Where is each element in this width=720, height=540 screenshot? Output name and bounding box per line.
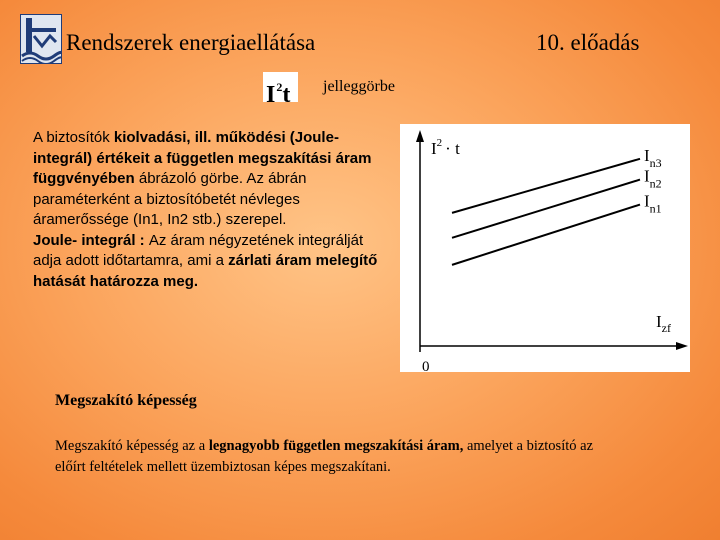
y-axis-label	[431, 137, 460, 158]
series-group	[452, 146, 662, 265]
x-label-sub: zf	[661, 321, 671, 335]
body-p3: Az áram négyzetének integrálját adja adott időtartamra, ami a	[33, 231, 364, 269]
y-axis-arrow	[416, 130, 424, 142]
section-heading: Megszakító képesség	[55, 392, 197, 409]
x-label-base: I	[656, 312, 662, 331]
body-p1-bold-1: kiolvadási, ill. működési (Joule- integrál)	[33, 129, 339, 167]
university-logo-icon	[20, 14, 62, 64]
body-p1-bold-2: értékeit a független megszakítási áram függvényében	[33, 149, 372, 187]
series-label-n2: $I_{n2}$	[644, 166, 662, 191]
header-title: Rendszerek energiaellátása	[66, 30, 316, 55]
definition-pre: Megszakító képesség az a	[55, 438, 209, 454]
symbol-exponent: 2	[276, 80, 283, 94]
x-axis-label	[656, 312, 671, 335]
definition-post: amelyet a biztosító az előírt feltételek mellett üzembiztosan képes megszakítani.	[55, 438, 594, 475]
i2t-chart	[400, 124, 690, 372]
body-p2: ábrázoló görbe. Az ábrán paraméterként a biztosítóbetét névleges áramerőssége (In1, In2 stb.) szerepel.	[33, 170, 307, 228]
series-line-n1	[452, 205, 640, 265]
lecture-number: 10. előadás	[536, 30, 640, 55]
series-line-n2	[452, 180, 640, 238]
definition-bold: legnagyobb független megszakítási áram,	[208, 438, 464, 454]
y-label-exp: 2	[436, 137, 443, 149]
slide-subtitle: jelleggörbe	[323, 78, 395, 95]
series-line-n3	[452, 159, 640, 213]
body-p1: A biztosítók	[33, 129, 114, 146]
x-axis-arrow	[676, 342, 688, 350]
i2t-symbol	[263, 72, 298, 108]
series-label-n1: $I_{n1}$	[644, 191, 662, 216]
y-label-rest: · t	[445, 139, 460, 158]
y-label-base: I	[431, 139, 437, 158]
body-p3-bold: Joule- integrál :	[33, 231, 149, 249]
chart-svg	[400, 124, 690, 372]
body-text	[33, 128, 378, 292]
body-p3-bold-2: zárlati áram melegítő hatását határozza meg.	[33, 252, 378, 290]
symbol-base: I	[266, 82, 276, 108]
origin-label: 0	[422, 359, 430, 372]
symbol-suffix: t	[282, 82, 291, 108]
series-label-n3: $I_{n3}$	[644, 145, 662, 170]
definition-text	[55, 436, 595, 478]
